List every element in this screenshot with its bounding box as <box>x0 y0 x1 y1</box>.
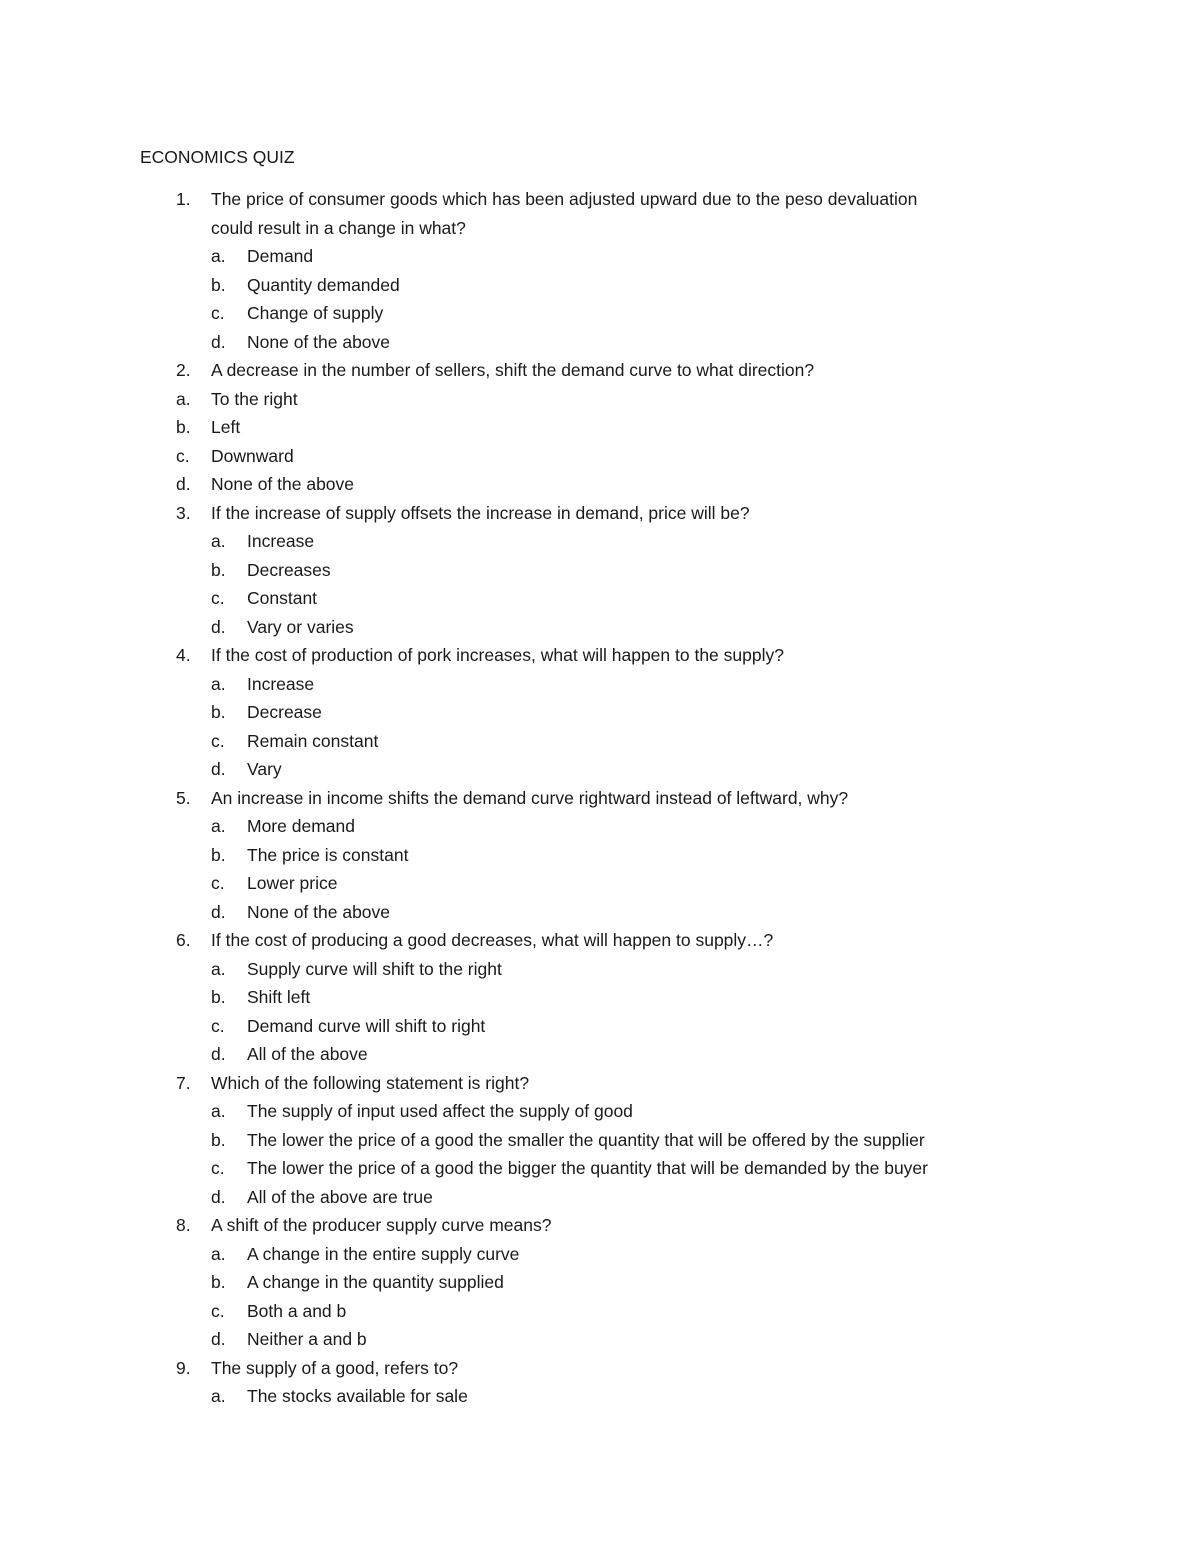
question-line <box>0 644 1200 673</box>
question-text: A shift of the producer supply curve means? <box>211 1215 552 1235</box>
page-title: ECONOMICS QUIZ <box>140 147 295 167</box>
question-text: If the increase of supply offsets the increase in demand, price will be? <box>211 502 750 523</box>
answer-option <box>0 1300 1200 1329</box>
question-text: If the cost of producing a good decreases, what will happen to supply…? <box>211 930 774 950</box>
question-5 <box>0 787 1200 930</box>
question-9 <box>0 1357 1200 1414</box>
option-text: Shift left <box>247 987 311 1007</box>
option-text: Remain constant <box>247 730 379 751</box>
answer-option <box>0 274 1200 303</box>
option-text: Vary or varies <box>247 616 354 637</box>
option-letter: c. <box>211 1300 225 1321</box>
option-letter: a. <box>211 958 226 979</box>
question-number: 9. <box>176 1357 191 1378</box>
answer-option <box>0 445 1200 474</box>
option-letter: d. <box>211 616 226 637</box>
option-text: Constant <box>247 588 318 608</box>
option-text: None of the above <box>247 331 391 352</box>
option-text: Supply curve will shift to the right <box>247 958 502 979</box>
option-text: Vary <box>247 759 282 779</box>
answer-option <box>0 986 1200 1015</box>
answer-option <box>0 473 1200 502</box>
option-letter: d. <box>211 1186 226 1207</box>
option-text: The stocks available for sale <box>247 1386 468 1406</box>
quiz-list <box>0 188 1200 1414</box>
answer-option <box>0 245 1200 274</box>
question-3 <box>0 502 1200 645</box>
answer-option <box>0 302 1200 331</box>
question-text: Which of the following statement is right? <box>211 1072 530 1093</box>
option-letter: c. <box>211 1158 225 1178</box>
answer-option <box>0 388 1200 417</box>
question-line <box>0 502 1200 531</box>
question-number: 8. <box>176 1215 191 1235</box>
option-letter: c. <box>176 445 190 466</box>
option-letter: a. <box>176 388 191 409</box>
question-1 <box>0 188 1200 359</box>
option-letter: d. <box>211 1329 226 1349</box>
answer-option <box>0 530 1200 559</box>
option-letter: a. <box>211 1243 226 1264</box>
answer-option <box>0 701 1200 730</box>
question-text: If the cost of production of pork increases, what will happen to the supply? <box>211 645 784 665</box>
question-2 <box>0 359 1200 502</box>
option-text: Neither a and b <box>247 1329 367 1349</box>
question-line <box>0 787 1200 816</box>
question-number: 2. <box>176 360 191 380</box>
question-line <box>0 1072 1200 1101</box>
option-letter: b. <box>211 274 226 295</box>
option-text: The lower the price of a good the bigger the quantity that will be demanded by the buyer <box>247 1158 928 1178</box>
option-letter: b. <box>211 1272 226 1292</box>
option-text: None of the above <box>247 901 391 922</box>
answer-option <box>0 1186 1200 1215</box>
answer-option <box>0 1243 1200 1272</box>
option-text: Decreases <box>247 559 331 580</box>
option-letter: d. <box>211 901 226 922</box>
option-text: To the right <box>211 388 298 409</box>
answer-option <box>0 1129 1200 1158</box>
option-text: A change in the entire supply curve <box>247 1243 520 1264</box>
option-letter: c. <box>211 730 225 751</box>
option-text: The lower the price of a good the smaller the quantity that will be offered by the supplier <box>247 1129 925 1150</box>
option-text: Demand curve will shift to right <box>247 1015 486 1036</box>
question-4 <box>0 644 1200 787</box>
answer-option <box>0 872 1200 901</box>
question-number: 4. <box>176 645 191 665</box>
question-number: 7. <box>176 1072 191 1093</box>
answer-option <box>0 758 1200 787</box>
option-letter: a. <box>211 531 226 551</box>
option-letter: b. <box>211 702 226 722</box>
question-6 <box>0 929 1200 1072</box>
option-letter: b. <box>211 559 226 580</box>
question-text: The supply of a good, refers to? <box>211 1357 459 1378</box>
option-letter: d. <box>211 1044 226 1064</box>
option-text: Decrease <box>247 702 322 722</box>
answer-option <box>0 815 1200 844</box>
answer-option <box>0 416 1200 445</box>
option-text: Lower price <box>247 873 338 893</box>
answer-option <box>0 616 1200 645</box>
question-number: 6. <box>176 930 191 950</box>
answer-option <box>0 1157 1200 1186</box>
option-letter: d. <box>176 474 191 494</box>
option-text: All of the above are true <box>247 1186 433 1207</box>
option-text: Demand <box>247 246 314 266</box>
option-letter: b. <box>176 417 191 437</box>
question-line-continued <box>0 217 1200 246</box>
answer-option <box>0 331 1200 360</box>
question-number: 5. <box>176 787 191 808</box>
question-8 <box>0 1214 1200 1357</box>
option-text: Downward <box>211 445 294 466</box>
option-letter: a. <box>211 1101 226 1121</box>
option-letter: c. <box>211 873 225 893</box>
question-text: could result in a change in what? <box>211 217 466 238</box>
option-text: Both a and b <box>247 1300 347 1321</box>
answer-option <box>0 587 1200 616</box>
option-text: Increase <box>247 673 315 694</box>
option-letter: a. <box>211 1386 226 1406</box>
option-text: The price is constant <box>247 844 409 865</box>
answer-option <box>0 559 1200 588</box>
question-7 <box>0 1072 1200 1215</box>
answer-option <box>0 1328 1200 1357</box>
option-text: None of the above <box>211 474 355 494</box>
option-text: Left <box>211 417 241 437</box>
option-letter: d. <box>211 759 226 779</box>
option-letter: c. <box>211 588 225 608</box>
option-letter: b. <box>211 844 226 865</box>
answer-option <box>0 1043 1200 1072</box>
option-text: The supply of input used affect the supply of good <box>247 1101 633 1121</box>
question-text: The price of consumer goods which has been adjusted upward due to the peso devaluation <box>211 189 918 209</box>
question-number: 1. <box>176 189 191 209</box>
answer-option <box>0 673 1200 702</box>
question-number: 3. <box>176 502 191 523</box>
question-text: An increase in income shifts the demand curve rightward instead of leftward, why? <box>211 787 849 808</box>
option-text: Increase <box>247 531 315 551</box>
question-line <box>0 929 1200 958</box>
option-letter: a. <box>211 673 226 694</box>
option-letter: c. <box>211 303 225 323</box>
question-line <box>0 188 1200 217</box>
answer-option <box>0 1385 1200 1414</box>
question-line <box>0 359 1200 388</box>
option-text: All of the above <box>247 1044 368 1064</box>
option-letter: b. <box>211 1129 226 1150</box>
answer-option <box>0 730 1200 759</box>
answer-option <box>0 958 1200 987</box>
answer-option <box>0 844 1200 873</box>
option-text: More demand <box>247 816 355 836</box>
option-letter: a. <box>211 246 226 266</box>
answer-option <box>0 1271 1200 1300</box>
answer-option <box>0 1100 1200 1129</box>
option-text: Quantity demanded <box>247 274 400 295</box>
answer-option <box>0 1015 1200 1044</box>
option-letter: a. <box>211 816 226 836</box>
answer-option <box>0 901 1200 930</box>
question-text: A decrease in the number of sellers, shift the demand curve to what direction? <box>211 360 815 380</box>
option-letter: c. <box>211 1015 225 1036</box>
option-letter: d. <box>211 331 226 352</box>
option-text: Change of supply <box>247 303 384 323</box>
question-line <box>0 1214 1200 1243</box>
option-text: A change in the quantity supplied <box>247 1272 504 1292</box>
question-line <box>0 1357 1200 1386</box>
option-letter: b. <box>211 987 226 1007</box>
